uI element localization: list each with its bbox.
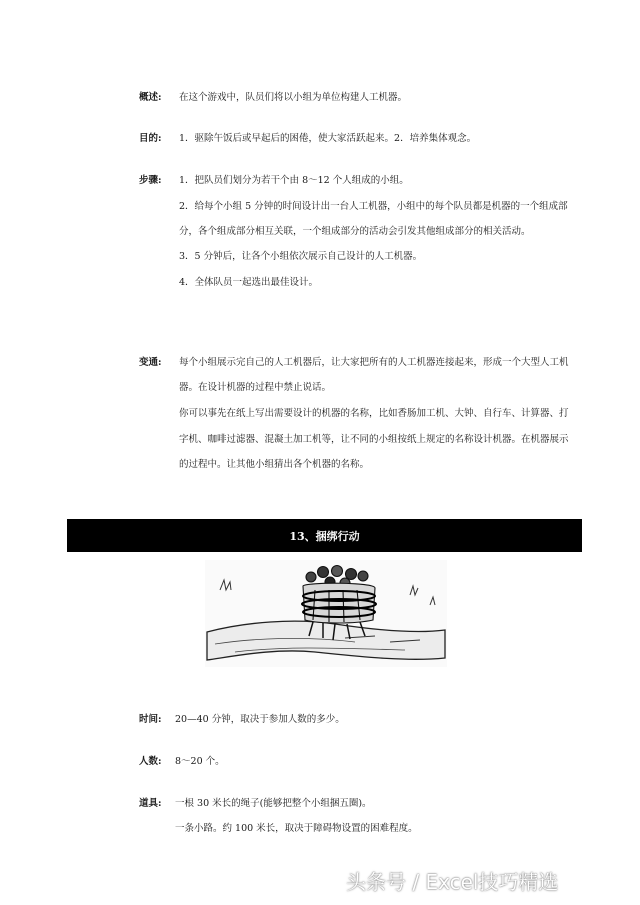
section-title: 13、捆绑行动 xyxy=(289,529,360,543)
people-text: 8～20 个。 xyxy=(175,756,225,767)
step-line: 1．把队员们划分为若干个由 8～12 个人组成的小组。 xyxy=(179,175,409,186)
variation-label: 变通: xyxy=(139,357,162,368)
time-label: 时间: xyxy=(139,714,162,725)
props-line: 一条小路。约 100 米长，取决于障碍物设置的困难程度。 xyxy=(175,823,418,834)
variation-line: 字机、咖啡过滤器、混凝土加工机等，让不同的小组按纸上规定的名称设计机器。在机器展示 xyxy=(179,434,569,445)
people-label: 人数: xyxy=(139,756,162,767)
section-title-banner xyxy=(67,519,582,552)
purpose-label: 目的: xyxy=(139,133,162,144)
step-line: 2．给每个小组 5 分钟的时间设计出一台人工机器，小组中的每个队员都是机器的一个组成部 xyxy=(179,201,568,212)
steps-label: 步骤: xyxy=(139,175,162,186)
overview-label: 概述: xyxy=(139,92,162,103)
variation-line: 的过程中。让其他小组猜出各个机器的名称。 xyxy=(179,459,370,470)
props-label: 道具: xyxy=(139,798,162,809)
props-line: 一根 30 米长的绳子(能够把整个小组捆五圈)。 xyxy=(175,798,372,809)
step-line: 分，各个组成部分相互关联，一个组成部分的活动会引发其他组成部分的相关活动。 xyxy=(179,226,531,237)
step-line: 3．5 分钟后，让各个小组依次展示自己设计的人工机器。 xyxy=(179,251,423,262)
variation-line: 器。在设计机器的过程中禁止说话。 xyxy=(179,382,332,393)
variation-line: 你可以事先在纸上写出需要设计的机器的名称，比如香肠加工机、大钟、自行车、计算器、打 xyxy=(179,408,569,419)
step-line: 4．全体队员一起选出最佳设计。 xyxy=(179,277,319,288)
variation-line: 每个小组展示完自己的人工机器后，让大家把所有的人工机器连接起来，形成一个大型人工机 xyxy=(179,357,569,368)
purpose-text: 1．驱除午饭后或早起后的困倦，使大家活跃起来。2．培养集体观念。 xyxy=(179,133,477,144)
overview-text: 在这个游戏中，队员们将以小组为单位构建人工机器。 xyxy=(179,92,408,103)
time-text: 20—40 分钟，取决于参加人数的多少。 xyxy=(175,714,345,725)
watermark: 头条号 / Excel技巧精选 xyxy=(346,870,559,894)
group-bound-illustration xyxy=(205,560,447,667)
